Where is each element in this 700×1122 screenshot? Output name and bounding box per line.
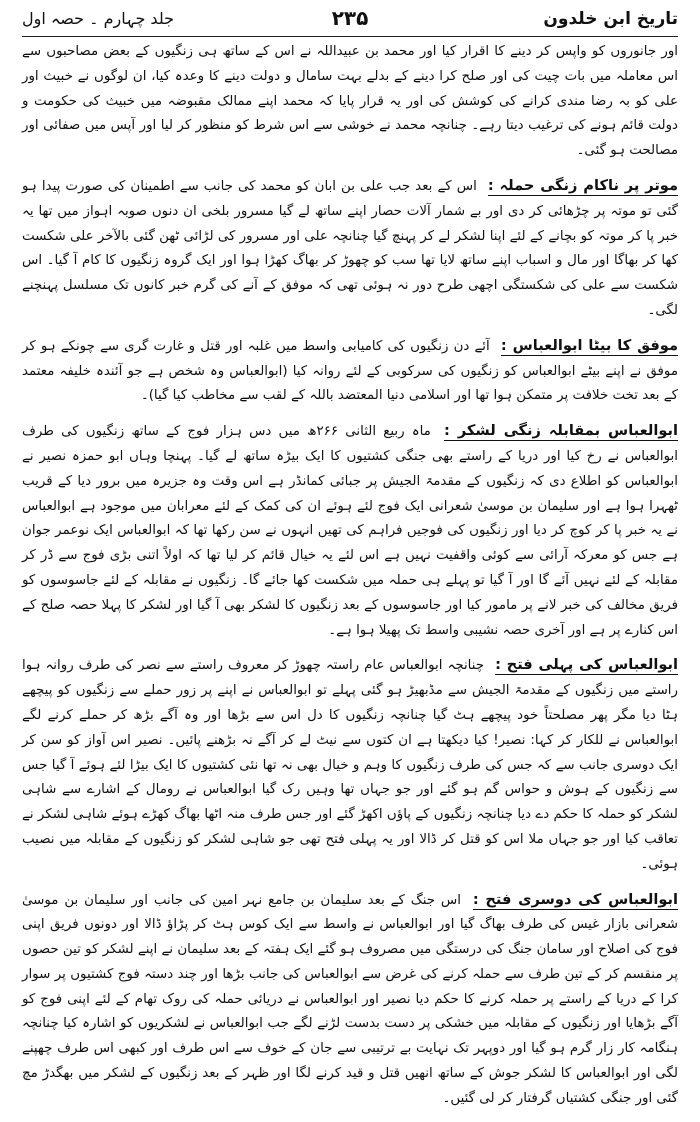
section-heading: موفق کا بیٹا ابوالعباس : <box>500 336 678 354</box>
paragraph-text: اس جنگ کے بعد سلیمان بن جامع نہر امین کی جانب اور سلیمان بن موسیٰ شعرانی بازار غیس کی طرف بھاگ گیا اور ابوالعباس نے واسط سے ایک کوس ہٹ کر پڑاؤ ڈالا اور دونوں فریق اپنی فوج کی اصلاح اور سامان جنگ کی درستگی میں مصروف ہو گئے ایک ہفتہ کے بعد سلیمان نے اپنے لشکر کو تین حصوں پر منقسم کر کے تین طرف سے حملہ کرنے کی غرض سے ابوالعباس کی جانب بڑھا اور چند دستہ فوج کشتیوں پر سوار کرا کے دریا کے راستے پر حملہ کرنے کا حکم دیا نصیر اور ابوالعباس نے دریائی حملہ کی روک تھام کے لئے اپنی فوج کو آگے بڑھایا اور زنگیوں کے مقابلہ میں خشکی پر دست بدست لڑنے لگے جب ابوالعباس نے لشکریوں کو اشارہ کیا چنانچہ ہنگامہ کار زار گرم ہو گیا اور دوپہر تک نہایت بے ترتیبی سے جان کے خوف سے اس طرف اور کبھی اس طرف چھپنے لگی اور ابوالعباس کا لشکر جوش کے ساتھ انھیں قتل و قید کرنے لگا اور ظہر کے بعد زنگیوں کے لشکر میں بھگدڑ مچ گئی اور جنگی کشتیاں گرفتار کر لی گئیں۔ <box>22 892 678 1106</box>
section-failed-attack <box>22 174 678 324</box>
page-body <box>22 40 678 1122</box>
book-title: تاریخ ابن خلدون <box>543 9 678 29</box>
section-heading: موتر پر ناکام زنگی حملہ : <box>487 176 678 194</box>
paragraph-intro <box>22 40 678 164</box>
page-header <box>22 6 678 37</box>
section-first-victory <box>22 653 678 877</box>
section-heading: ابوالعباس کی دوسری فتح : <box>472 890 678 908</box>
paragraph-text: آئے دن زنگیوں کی کامیابی واسط میں غلبہ اور قتل و غارت گری سے چونکے ہو کر موفق نے اپنے بیٹے ابوالعباس کو زنگیوں کی سرکوبی کے لئے روانہ کیا (ابوالعباس وہ شخص ہے جو آئندہ خلیفہ معتمد کے بعد تخت خلافت پر متمکن ہوا تھا اور اسلامی دنیا المعتضد باللہ کے لقب سے مخاطب کیا گیا)۔ <box>22 338 678 404</box>
section-heading: ابوالعباس کی پہلی فتح : <box>495 656 679 674</box>
paragraph-text: چنانچہ ابوالعباس عام راستہ چھوڑ کر معروف راستے سے نصر کی طرف روانہ ہوا راستے میں زنگیوں کے مقدمۃ الجیش سے مڈبھیڑ ہو گئی پہلے تو ابوالعباس نے اپنے پر زور حملے سے زنگیوں کو پیچھے ہٹا دیا مگر پھر مصلحتاً خود پیچھے ہٹ گیا چنانچہ زنگیوں کا دل اس سے بڑھا اور وہ آگے بڑھ کر حملے کرنے لگے ابوالعباس نے للکار کر کہا: نصیر! کیا دیکھتا ہے ان کتوں سے نیٹ لے کر آگے نہ بڑھنے پائیں۔ نصیر اس آواز کو سن کر ایک دوسری جانب سے کہ جس کی طرف زنگیوں کا وہم و خیال بھی نہ تھا نئی کشتیوں کا ایک بیڑا لئے ہوئے آ گیا جس سے زنگیوں کے ہوش و حواس گم ہو گئے اور جو جہاں تھا وہیں رک گیا ابوالعباس نے رومال کے اشارے سے شاہی لشکر کو حملہ کا حکم دے دیا چنانچہ زنگیوں کے پاؤں اکھڑ گئے اور جس طرف منہ اٹھا بھاگ کھڑے ہوئے شاہی لشکر نے تعاقب کیا اور جو جہاں ملا اس کو قتل کر ڈالا اور یہ پہلی فتح تھی جو شاہی لشکر کو زنگیوں کے مقابلہ میں نصیب ہوئی۔ <box>22 658 678 872</box>
section-abulabbas-intro <box>22 334 678 409</box>
section-heading: ابوالعباس بمقابلہ زنگی لشکر : <box>444 422 678 440</box>
paragraph-text: اور جانوروں کو واپس کر دینے کا اقرار کیا اور محمد بن عبیداللہ نے اس کے ساتھ ہی زنگیوں کے بعض مصاحبوں سے اس معاملہ میں بات چیت کی اور صلح کرا دینے کے بدلے بہت سامال و دولت دینے کا وعدہ کیا، ان لوگوں نے خبیث اور علی کو بہ رضا مندی کرانے کی کوشش کی اور یہ قرار پایا کہ محمد اپنے ممالک مقبوضہ میں خبیث کی حکومت و دولت قائم ہونے کی ترغیب دیتا رہے۔ چنانچہ محمد نے خوشی سے اس شرط کو منظور کر لیا اور آپس میں صفائی اور مصالحت ہو گئی۔ <box>22 44 678 159</box>
section-second-victory <box>22 888 678 1112</box>
section-versus-army <box>22 419 678 643</box>
paragraph-text: اس کے بعد جب علی بن ابان کو محمد کی جانب سے اطمینان کی صورت پیدا ہو گئی تو موتہ پر چڑھائی کر دی اور بے شمار آلات حصار اپنے ساتھ لے گیا مسرور بلخی ان دنوں صوبہ اہواز میں تھا یہ خبر پا کر موتہ کو بچانے کے لئے اپنا لشکر لے کر پہنچ گیا چنانچہ علی اور مسرور کی لڑائی ٹھن گئی بالآخر علی شکست کھا کر بھاگا اور مال و اسباب اپنے ساتھ لایا تھا سب کو چھوڑ کر بھاگ کھڑا ہوا اور ایک گروہ زنگیوں کا کام آ گیا۔ اس شکست سے علی کی شکستگی اچھی طرح دور نہ ہوئی تھی کہ موفق کے آنے کی گرم خبر کانوں تک مسلسل پہنچنے لگی۔ <box>22 178 678 318</box>
page-number: ۲۳۵ <box>331 6 369 30</box>
paragraph-text: ماہ ربیع الثانی ۲۶۶ھ میں دس ہزار فوج کے ساتھ زنگیوں کی طرف ابوالعباس نے رخ کیا اور دریا کے راستے بھی جنگی کشتیوں کا ایک بیڑہ ساتھ لے گیا۔ پہنچا وہاں ابو حمزہ نصیر نے ابوالعباس کو اطلاع دی کہ زنگیوں کے مقدمۃ الجیش پر جبائی کمانڈر ہے اس وقت وہ جزیرہ میں برور دیا کے قریب ٹھہرا ہوا ہے اور سلیمان بن موسیٰ شعرانی ایک فوج لئے ہوئے ان کی کمک کے لئے معرابان میں موجود ہے ابوالعباس نے یہ خبر پا کر کوچ کر دیا اور زنگیوں کی فوجیں فراہم کی تھیں انہوں نے سن رکھا تھا کہ ابوالعباس ایک نوعمر جوان ہے جس کو معرکہ آرائی سے کوئی واقفیت نہیں ہے اس لئے یہ خیال قائم کر لیا تھا کہ اولاً اتنی بڑی فوج سے ڈر کر مقابلہ کے لئے نہیں آئے گا اور آ گیا تو پہلے ہی حملہ میں شکست کھا جائے گا۔ زنگیوں نے مقابلہ کے لئے جاسوسوں کو فریق مخالف کی خبر لانے پر مامور کیا اور جاسوسوں کے بعد زنگیوں کا لشکر بھی آ گیا اور لشکر کا پہلا حصہ صلح کے اس کنارے پر ہے اور آخری حصہ نشیبی واسط تک پھیلا ہوا ہے۔ <box>22 424 678 638</box>
volume-label: جلد چہارم ۔ حصہ اول <box>22 9 175 28</box>
